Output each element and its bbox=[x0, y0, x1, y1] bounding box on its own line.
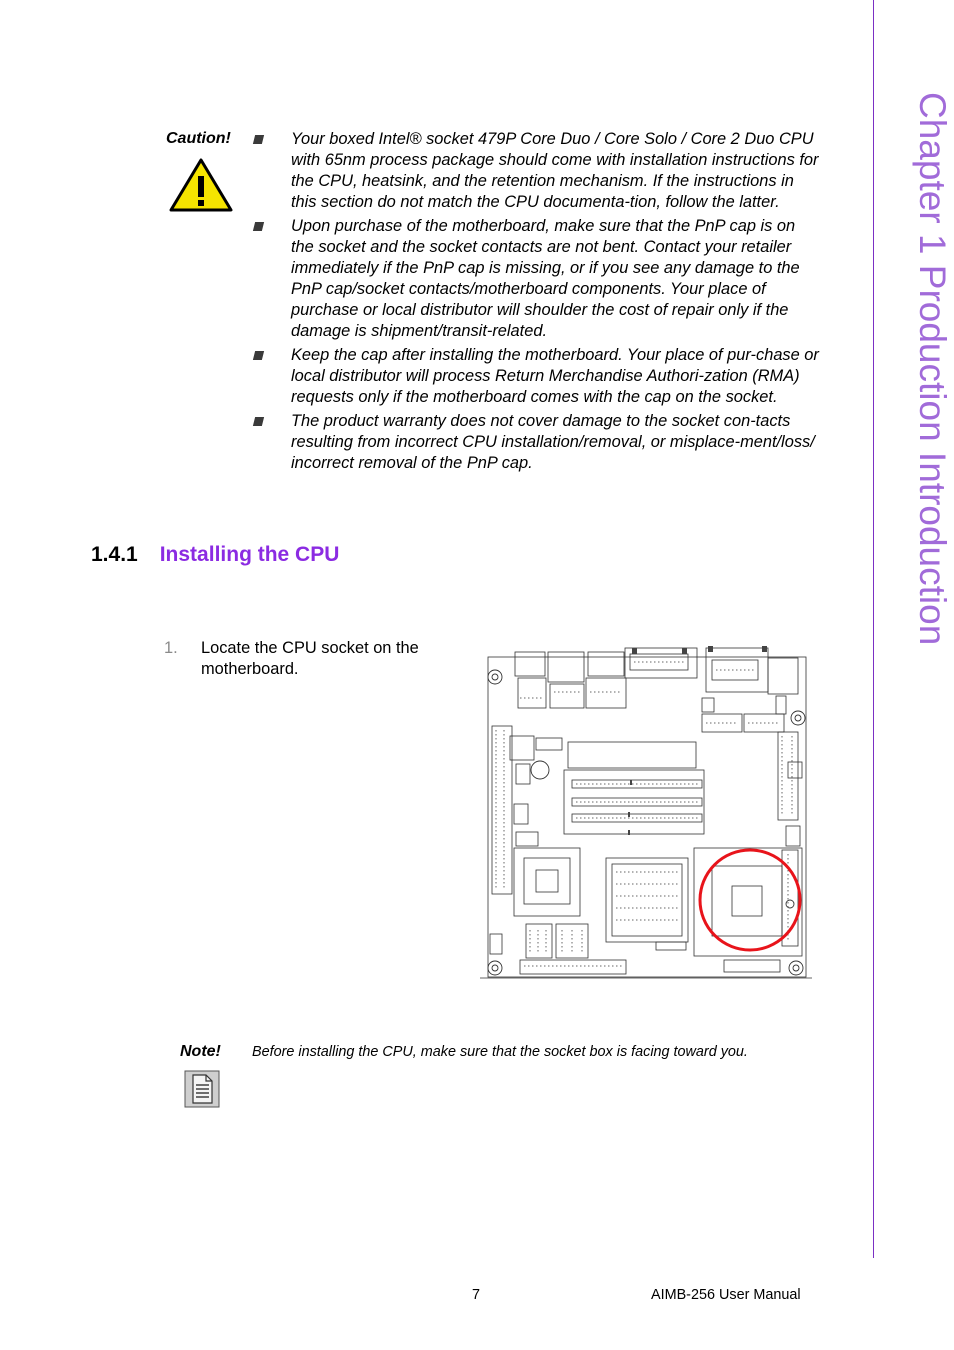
note-icon bbox=[184, 1070, 220, 1108]
caution-item-text: Your boxed Intel® socket 479P Core Duo / Core Solo / Core 2 Duo CPU with 65nm process package should come with installation instructions for the CPU, heatsink, and the retention mechanism. If the instructions in this section do not match the CPU documenta-tion, follow the latter. bbox=[291, 130, 819, 211]
note-text: Before installing the CPU, make sure that the socket box is facing toward you. bbox=[252, 1044, 748, 1060]
bullet-icon bbox=[253, 417, 264, 426]
cpu-socket-highlight bbox=[700, 850, 800, 950]
step-text: Locate the CPU socket on the motherboard. bbox=[201, 639, 419, 678]
caution-item bbox=[252, 216, 822, 342]
chapter-tab: Chapter 1 Production Introduction bbox=[912, 92, 953, 646]
section-title: Installing the CPU bbox=[159, 543, 340, 566]
caution-item-text: Keep the cap after installing the motherboard. Your place of pur-chase or local distributor will process Return Merchandise Authori-zation (RMA) requests only if the motherboard comes with the cap on the socket. bbox=[291, 346, 819, 406]
page-number: 7 bbox=[472, 1287, 481, 1303]
bullet-icon bbox=[253, 135, 264, 144]
note-label: Note! bbox=[180, 1043, 221, 1060]
caution-item bbox=[252, 129, 822, 213]
caution-item-text: The product warranty does not cover damage to the socket con-tacts resulting from incorrect CPU installation/removal, or misplace-ment/loss/ incorrect removal of the PnP cap. bbox=[291, 412, 815, 472]
warning-icon bbox=[168, 156, 234, 214]
caution-item-text: Upon purchase of the motherboard, make sure that the PnP cap is on the socket and the socket contacts are not bent. Contact your retailer immediately if the PnP cap is missing, or if you see any damage to the PnP cap/socket contacts/motherboard components. Your place of purchase or local distributor will shoulder the cost of repair only if the damage is shipment/transit-related. bbox=[291, 217, 800, 340]
motherboard-diagram bbox=[480, 640, 814, 982]
caution-item bbox=[252, 411, 822, 474]
section-heading bbox=[91, 543, 339, 567]
bullet-icon bbox=[253, 351, 264, 360]
section-number: 1.4.1 bbox=[91, 543, 138, 566]
step-number: 1. bbox=[164, 639, 178, 657]
caution-list bbox=[252, 129, 822, 477]
side-rule bbox=[873, 0, 874, 1258]
bullet-icon bbox=[253, 222, 264, 231]
manual-name: AIMB-256 User Manual bbox=[651, 1287, 801, 1303]
caution-item bbox=[252, 345, 822, 408]
caution-label: Caution! bbox=[166, 130, 231, 147]
pin-marks bbox=[628, 646, 767, 835]
